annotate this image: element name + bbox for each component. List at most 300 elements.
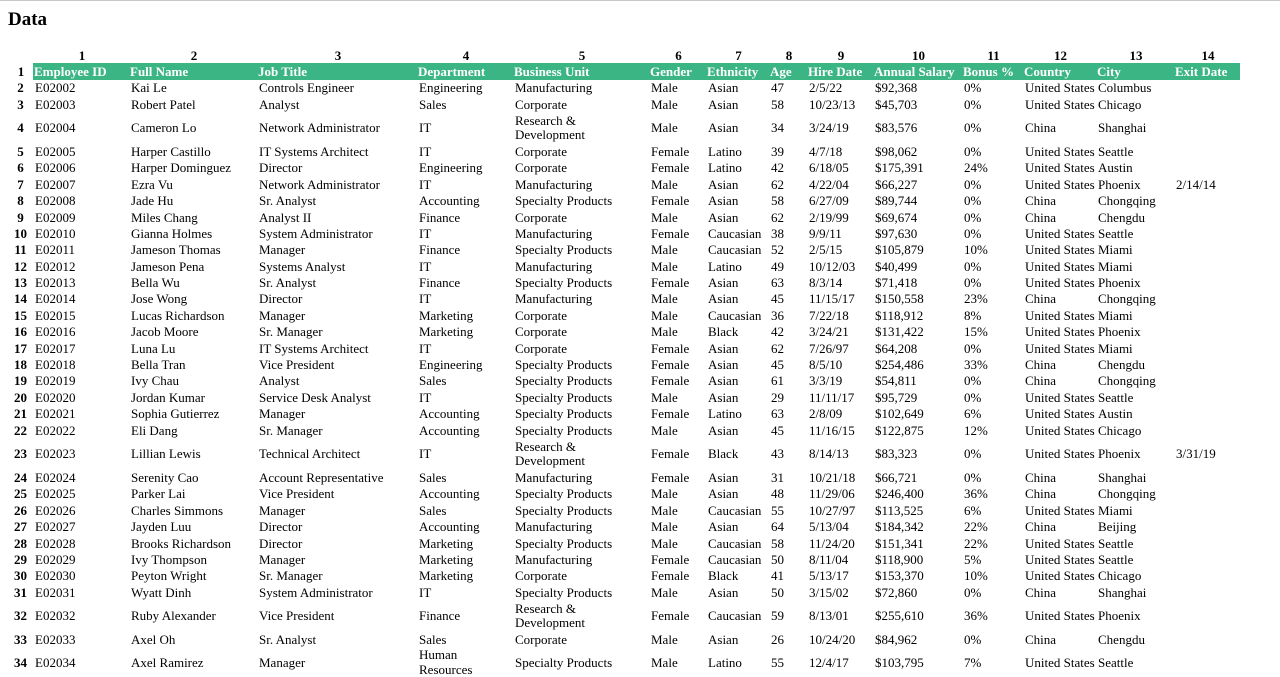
- table-cell[interactable]: Asian: [708, 209, 739, 225]
- table-cell[interactable]: $254,486: [875, 357, 924, 373]
- table-cell[interactable]: Manufacturing: [515, 258, 593, 274]
- table-cell[interactable]: Specialty Products: [515, 584, 613, 600]
- table-cell[interactable]: Manufacturing: [515, 291, 593, 307]
- table-cell[interactable]: 39: [771, 143, 784, 159]
- table-cell[interactable]: Finance: [419, 209, 461, 225]
- table-cell[interactable]: IT: [419, 225, 432, 241]
- table-cell[interactable]: 22%: [964, 519, 988, 535]
- table-cell[interactable]: E02004: [35, 120, 76, 136]
- table-cell[interactable]: Technical Architect: [259, 446, 361, 462]
- table-cell[interactable]: [1174, 373, 1240, 389]
- table-cell[interactable]: Analyst II: [259, 209, 312, 225]
- table-cell[interactable]: Service Desk Analyst: [259, 389, 371, 405]
- table-cell[interactable]: Marketing: [419, 535, 474, 551]
- table-cell[interactable]: Shanghai: [1098, 584, 1147, 600]
- table-cell[interactable]: 34: [771, 120, 784, 136]
- table-cell[interactable]: $95,729: [875, 389, 918, 405]
- table-cell[interactable]: Corporate: [515, 324, 567, 340]
- table-cell[interactable]: 59: [771, 608, 784, 624]
- table-cell[interactable]: United States: [1025, 654, 1095, 670]
- row-number[interactable]: 7: [17, 176, 24, 192]
- table-cell[interactable]: Accounting: [419, 422, 480, 438]
- table-cell[interactable]: 45: [771, 422, 784, 438]
- table-cell[interactable]: 10/23/13: [809, 96, 856, 112]
- table-cell[interactable]: [1174, 585, 1240, 601]
- table-cell[interactable]: 5/13/17: [809, 568, 849, 584]
- table-cell[interactable]: 55: [771, 654, 784, 670]
- table-cell[interactable]: 15%: [964, 324, 988, 340]
- table-cell[interactable]: E02027: [35, 519, 76, 535]
- table-cell[interactable]: Phoenix: [1098, 446, 1141, 462]
- table-cell[interactable]: 2/5/22: [809, 80, 843, 96]
- table-cell[interactable]: IT Systems Architect: [259, 143, 369, 159]
- table-cell[interactable]: Asian: [708, 389, 739, 405]
- table-cell[interactable]: Shanghai: [1098, 120, 1147, 136]
- table-cell[interactable]: Seattle: [1098, 225, 1134, 241]
- table-cell[interactable]: Asian: [708, 176, 739, 192]
- table-cell[interactable]: United States: [1025, 96, 1095, 112]
- table-cell[interactable]: Asian: [708, 193, 739, 209]
- table-cell[interactable]: Male: [651, 486, 678, 502]
- table-cell[interactable]: Axel Oh: [131, 632, 176, 648]
- table-cell[interactable]: 0%: [964, 80, 982, 96]
- table-cell[interactable]: China: [1025, 120, 1057, 136]
- table-cell[interactable]: United States: [1025, 568, 1095, 584]
- table-cell[interactable]: Female: [651, 275, 690, 291]
- table-cell[interactable]: Male: [651, 291, 678, 307]
- table-cell[interactable]: Chongqing: [1098, 291, 1156, 307]
- column-number[interactable]: 1: [78, 48, 86, 63]
- table-cell[interactable]: 45: [771, 291, 784, 307]
- table-cell[interactable]: 6%: [964, 502, 982, 518]
- column-header[interactable]: Hire Date: [807, 63, 873, 80]
- table-cell[interactable]: Ivy Thompson: [131, 551, 207, 567]
- table-cell[interactable]: $84,962: [875, 632, 918, 648]
- table-cell[interactable]: E02002: [35, 80, 76, 96]
- table-cell[interactable]: 42: [771, 324, 784, 340]
- table-cell[interactable]: Female: [651, 406, 690, 422]
- table-cell[interactable]: 11/29/06: [809, 486, 855, 502]
- row-number[interactable]: 18: [14, 357, 27, 373]
- table-cell[interactable]: Ivy Chau: [131, 373, 180, 389]
- table-cell[interactable]: Robert Patel: [131, 96, 196, 112]
- column-header[interactable]: Business Unit: [513, 63, 649, 80]
- table-cell[interactable]: IT: [419, 258, 432, 274]
- column-number[interactable]: 13: [1129, 48, 1143, 63]
- table-cell[interactable]: E02009: [35, 209, 76, 225]
- table-cell[interactable]: IT Systems Architect: [259, 340, 369, 356]
- table-cell[interactable]: [1174, 632, 1240, 648]
- table-cell[interactable]: 63: [771, 275, 784, 291]
- table-cell[interactable]: E02034: [35, 654, 76, 670]
- table-cell[interactable]: China: [1025, 470, 1057, 485]
- table-cell[interactable]: Male: [651, 96, 678, 112]
- table-cell[interactable]: Phoenix: [1098, 176, 1141, 192]
- table-cell[interactable]: IT: [419, 389, 432, 405]
- table-cell[interactable]: Seattle: [1098, 143, 1134, 159]
- table-cell[interactable]: 0%: [964, 470, 982, 485]
- row-number[interactable]: 30: [14, 568, 27, 584]
- table-cell[interactable]: Serenity Cao: [131, 470, 199, 485]
- table-cell[interactable]: $97,630: [875, 225, 918, 241]
- table-cell[interactable]: Manufacturing: [515, 80, 593, 96]
- table-cell[interactable]: Manager: [259, 406, 306, 422]
- table-cell[interactable]: E02015: [35, 307, 76, 323]
- table-cell[interactable]: United States: [1025, 242, 1095, 258]
- table-cell[interactable]: Analyst: [259, 373, 300, 389]
- table-cell[interactable]: Brooks Richardson: [131, 535, 232, 551]
- table-cell[interactable]: United States: [1025, 551, 1095, 567]
- table-cell[interactable]: Finance: [419, 242, 461, 258]
- table-cell[interactable]: $83,576: [875, 120, 918, 136]
- column-number[interactable]: 11: [987, 48, 1000, 63]
- table-cell[interactable]: 0%: [964, 632, 982, 648]
- table-cell[interactable]: Male: [651, 519, 678, 535]
- row-number[interactable]: 16: [14, 324, 27, 340]
- table-cell[interactable]: $131,422: [875, 324, 924, 340]
- table-cell[interactable]: Phoenix: [1098, 324, 1141, 340]
- table-cell[interactable]: 11/16/15: [809, 422, 855, 438]
- table-cell[interactable]: Asian: [708, 470, 739, 485]
- table-cell[interactable]: 4/7/18: [809, 143, 843, 159]
- table-cell[interactable]: $118,900: [875, 551, 924, 567]
- table-cell[interactable]: 36%: [964, 486, 988, 502]
- table-cell[interactable]: Corporate: [515, 307, 567, 323]
- table-cell[interactable]: Asian: [708, 357, 739, 373]
- table-cell[interactable]: Sr. Manager: [259, 568, 323, 584]
- table-cell[interactable]: 58: [771, 535, 784, 551]
- table-cell[interactable]: United States: [1025, 422, 1095, 438]
- table-cell[interactable]: 10/27/97: [809, 502, 856, 518]
- table-cell[interactable]: 8/11/04: [809, 551, 849, 567]
- column-number[interactable]: 3: [334, 48, 342, 63]
- column-header[interactable]: Bonus %: [962, 63, 1023, 80]
- table-cell[interactable]: IT: [419, 120, 432, 136]
- column-number[interactable]: 9: [837, 48, 845, 63]
- table-cell[interactable]: 2/14/14: [1176, 176, 1216, 192]
- table-cell[interactable]: Director: [259, 535, 303, 551]
- table-cell[interactable]: [1174, 291, 1240, 307]
- table-cell[interactable]: 42: [771, 160, 784, 176]
- table-cell[interactable]: 3/24/21: [809, 324, 849, 340]
- table-cell[interactable]: System Administrator: [259, 225, 373, 241]
- table-cell[interactable]: 0%: [964, 193, 982, 209]
- table-cell[interactable]: [1174, 324, 1240, 340]
- column-header[interactable]: Annual Salary: [873, 63, 962, 80]
- table-cell[interactable]: Jordan Kumar: [131, 389, 206, 405]
- table-cell[interactable]: E02020: [35, 389, 76, 405]
- table-cell[interactable]: $83,323: [875, 446, 918, 462]
- table-cell[interactable]: 0%: [964, 340, 982, 356]
- column-header[interactable]: City: [1096, 63, 1174, 80]
- table-cell[interactable]: Specialty Products: [515, 242, 613, 258]
- table-cell[interactable]: E02014: [35, 291, 76, 307]
- table-cell[interactable]: Ruby Alexander: [131, 608, 216, 624]
- table-cell[interactable]: IT: [419, 584, 432, 600]
- table-cell[interactable]: [1174, 160, 1240, 176]
- table-cell[interactable]: Seattle: [1098, 654, 1134, 670]
- column-header[interactable]: Department: [417, 63, 513, 80]
- table-cell[interactable]: $255,610: [875, 608, 924, 624]
- table-cell[interactable]: Female: [651, 225, 690, 241]
- table-cell[interactable]: Miles Chang: [131, 209, 198, 225]
- table-cell[interactable]: Research & Development: [515, 112, 586, 143]
- table-cell[interactable]: Austin: [1098, 406, 1133, 422]
- table-cell[interactable]: 36: [771, 307, 784, 323]
- table-cell[interactable]: 6%: [964, 406, 982, 422]
- table-cell[interactable]: 49: [771, 258, 784, 274]
- table-cell[interactable]: $72,860: [875, 584, 918, 600]
- table-cell[interactable]: 61: [771, 373, 784, 389]
- table-cell[interactable]: Specialty Products: [515, 357, 613, 373]
- table-cell[interactable]: Specialty Products: [515, 502, 613, 518]
- table-cell[interactable]: Caucasian: [708, 225, 762, 241]
- table-cell[interactable]: Austin: [1098, 160, 1133, 176]
- table-cell[interactable]: Manufacturing: [515, 470, 593, 485]
- table-cell[interactable]: Manufacturing: [515, 551, 593, 567]
- table-cell[interactable]: Sales: [419, 373, 447, 389]
- table-cell[interactable]: Peyton Wright: [131, 568, 207, 584]
- column-number[interactable]: 10: [912, 48, 925, 63]
- table-cell[interactable]: Miami: [1098, 307, 1133, 323]
- table-cell[interactable]: 9/9/11: [809, 225, 842, 241]
- table-cell[interactable]: $69,674: [875, 209, 918, 225]
- table-cell[interactable]: Finance: [419, 608, 461, 624]
- table-cell[interactable]: IT: [419, 340, 432, 356]
- table-cell[interactable]: [1174, 519, 1240, 535]
- table-cell[interactable]: 0%: [964, 96, 982, 112]
- table-cell[interactable]: 12%: [964, 422, 988, 438]
- table-cell[interactable]: 0%: [964, 143, 982, 159]
- table-cell[interactable]: 0%: [964, 176, 982, 192]
- table-cell[interactable]: Accounting: [419, 193, 480, 209]
- column-header[interactable]: Gender: [649, 63, 706, 80]
- table-cell[interactable]: $92,368: [875, 80, 918, 96]
- table-cell[interactable]: Cameron Lo: [131, 120, 197, 136]
- row-number[interactable]: 4: [17, 120, 24, 136]
- table-cell[interactable]: Male: [651, 632, 678, 648]
- table-cell[interactable]: $153,370: [875, 568, 924, 584]
- table-cell[interactable]: Latino: [708, 258, 742, 274]
- table-cell[interactable]: Male: [651, 324, 678, 340]
- table-cell[interactable]: 12/4/17: [809, 654, 849, 670]
- table-cell[interactable]: 38: [771, 225, 784, 241]
- table-cell[interactable]: United States: [1025, 258, 1095, 274]
- table-cell[interactable]: Sophia Gutierrez: [131, 406, 220, 422]
- table-cell[interactable]: Female: [651, 470, 690, 485]
- table-cell[interactable]: 26: [771, 632, 784, 648]
- table-cell[interactable]: $105,879: [875, 242, 924, 258]
- table-cell[interactable]: United States: [1025, 307, 1095, 323]
- table-cell[interactable]: 29: [771, 389, 784, 405]
- table-cell[interactable]: $64,208: [875, 340, 918, 356]
- table-cell[interactable]: 10/21/18: [809, 470, 856, 485]
- row-number[interactable]: 3: [17, 96, 24, 112]
- table-cell[interactable]: System Administrator: [259, 584, 373, 600]
- table-cell[interactable]: Research & Development: [515, 600, 586, 631]
- table-cell[interactable]: $175,391: [875, 160, 924, 176]
- table-cell[interactable]: 8/13/01: [809, 608, 849, 624]
- table-cell[interactable]: Jade Hu: [131, 193, 174, 209]
- row-number[interactable]: 19: [14, 373, 27, 389]
- table-cell[interactable]: 58: [771, 193, 784, 209]
- table-cell[interactable]: Beijing: [1098, 519, 1137, 535]
- table-cell[interactable]: Specialty Products: [515, 193, 613, 209]
- table-cell[interactable]: United States: [1025, 340, 1095, 356]
- table-cell[interactable]: Harper Castillo: [131, 143, 211, 159]
- table-cell[interactable]: Caucasian: [708, 608, 762, 624]
- table-cell[interactable]: E02026: [35, 502, 76, 518]
- table-cell[interactable]: IT: [419, 176, 432, 192]
- row-number[interactable]: 6: [17, 160, 24, 176]
- table-cell[interactable]: Asian: [708, 80, 739, 96]
- table-cell[interactable]: Engineering: [419, 357, 483, 373]
- table-cell[interactable]: Specialty Products: [515, 275, 613, 291]
- table-cell[interactable]: United States: [1025, 389, 1095, 405]
- table-cell[interactable]: Latino: [708, 143, 742, 159]
- table-cell[interactable]: E02016: [35, 324, 76, 340]
- table-cell[interactable]: $66,227: [875, 176, 918, 192]
- table-cell[interactable]: [1174, 568, 1240, 584]
- table-cell[interactable]: Phoenix: [1098, 608, 1141, 624]
- table-cell[interactable]: 0%: [964, 225, 982, 241]
- table-cell[interactable]: Jacob Moore: [131, 324, 199, 340]
- table-cell[interactable]: Miami: [1098, 242, 1133, 258]
- column-number[interactable]: 14: [1201, 48, 1215, 63]
- row-number[interactable]: 12: [14, 258, 27, 274]
- table-cell[interactable]: E02030: [35, 568, 76, 584]
- table-cell[interactable]: E02028: [35, 535, 76, 551]
- table-cell[interactable]: Manufacturing: [515, 225, 593, 241]
- table-cell[interactable]: Caucasian: [708, 502, 762, 518]
- table-cell[interactable]: Corporate: [515, 568, 567, 584]
- table-cell[interactable]: 52: [771, 242, 784, 258]
- table-cell[interactable]: Asian: [708, 96, 739, 112]
- table-cell[interactable]: Manufacturing: [515, 519, 593, 535]
- table-cell[interactable]: Specialty Products: [515, 406, 613, 422]
- table-cell[interactable]: 8/3/14: [809, 275, 843, 291]
- table-cell[interactable]: Caucasian: [708, 535, 762, 551]
- table-cell[interactable]: E02024: [35, 470, 76, 485]
- row-number[interactable]: 2: [17, 80, 24, 96]
- table-cell[interactable]: E02011: [35, 242, 75, 258]
- table-cell[interactable]: E02029: [35, 551, 76, 567]
- table-cell[interactable]: E02013: [35, 275, 76, 291]
- table-cell[interactable]: 50: [771, 584, 784, 600]
- table-cell[interactable]: Male: [651, 120, 678, 136]
- table-cell[interactable]: Charles Simmons: [131, 502, 224, 518]
- table-cell[interactable]: Systems Analyst: [259, 258, 346, 274]
- table-cell[interactable]: [1174, 552, 1240, 568]
- table-cell[interactable]: [1174, 601, 1240, 632]
- table-cell[interactable]: Human Resources: [419, 648, 473, 677]
- table-cell[interactable]: Male: [651, 502, 678, 518]
- table-cell[interactable]: 62: [771, 176, 784, 192]
- row-number[interactable]: 20: [14, 389, 27, 405]
- table-cell[interactable]: Analyst: [259, 96, 300, 112]
- table-cell[interactable]: $71,418: [875, 275, 918, 291]
- table-cell[interactable]: 64: [771, 519, 784, 535]
- table-cell[interactable]: Account Representative: [259, 470, 384, 485]
- table-cell[interactable]: Chengdu: [1098, 632, 1145, 648]
- table-cell[interactable]: 0%: [964, 389, 982, 405]
- table-cell[interactable]: Vice President: [259, 608, 335, 624]
- table-cell[interactable]: Female: [651, 446, 690, 462]
- table-cell[interactable]: Latino: [708, 654, 742, 670]
- table-cell[interactable]: United States: [1025, 160, 1095, 176]
- table-cell[interactable]: Manager: [259, 307, 306, 323]
- table-cell[interactable]: Black: [708, 324, 739, 340]
- table-cell[interactable]: 7/22/18: [809, 307, 849, 323]
- table-cell[interactable]: 48: [771, 486, 784, 502]
- table-cell[interactable]: China: [1025, 357, 1057, 373]
- table-cell[interactable]: [1174, 357, 1240, 373]
- table-cell[interactable]: [1174, 226, 1240, 242]
- table-cell[interactable]: Manager: [259, 551, 306, 567]
- table-cell[interactable]: Corporate: [515, 143, 567, 159]
- row-number[interactable]: 31: [14, 584, 27, 600]
- table-cell[interactable]: Sales: [419, 470, 447, 485]
- table-cell[interactable]: 58: [771, 96, 784, 112]
- table-cell[interactable]: 10/12/03: [809, 258, 856, 274]
- table-cell[interactable]: E02007: [35, 176, 76, 192]
- table-cell[interactable]: Seattle: [1098, 389, 1134, 405]
- table-cell[interactable]: Jayden Luu: [131, 519, 192, 535]
- table-cell[interactable]: 11/11/17: [809, 389, 855, 405]
- table-cell[interactable]: Ezra Vu: [131, 176, 173, 192]
- row-number[interactable]: 5: [17, 143, 24, 159]
- table-cell[interactable]: $102,649: [875, 406, 924, 422]
- table-cell[interactable]: $45,703: [875, 96, 918, 112]
- table-cell[interactable]: Asian: [708, 291, 739, 307]
- table-cell[interactable]: United States: [1025, 406, 1095, 422]
- column-header[interactable]: Full Name: [129, 63, 257, 80]
- table-cell[interactable]: Miami: [1098, 502, 1133, 518]
- table-cell[interactable]: Chengdu: [1098, 209, 1145, 225]
- table-cell[interactable]: Caucasian: [708, 551, 762, 567]
- table-cell[interactable]: 0%: [964, 209, 982, 225]
- table-cell[interactable]: 63: [771, 406, 784, 422]
- table-cell[interactable]: 0%: [964, 258, 982, 274]
- row-number[interactable]: 22: [14, 422, 27, 438]
- table-cell[interactable]: 31: [771, 470, 784, 485]
- table-cell[interactable]: United States: [1025, 535, 1095, 551]
- table-cell[interactable]: Parker Lai: [131, 486, 186, 502]
- row-number[interactable]: 23: [14, 446, 27, 462]
- table-cell[interactable]: IT: [419, 143, 432, 159]
- table-cell[interactable]: 0%: [964, 446, 982, 462]
- column-number[interactable]: 12: [1054, 48, 1067, 63]
- table-cell[interactable]: $66,721: [875, 470, 918, 485]
- table-cell[interactable]: [1174, 193, 1240, 209]
- table-cell[interactable]: Lucas Richardson: [131, 307, 225, 323]
- table-cell[interactable]: 0%: [964, 275, 982, 291]
- table-cell[interactable]: 10%: [964, 242, 988, 258]
- column-number[interactable]: 8: [785, 48, 793, 63]
- table-cell[interactable]: 6/18/05: [809, 160, 849, 176]
- table-cell[interactable]: 7/26/97: [809, 340, 849, 356]
- row-number[interactable]: 27: [14, 519, 27, 535]
- table-cell[interactable]: Kai Le: [131, 80, 167, 96]
- table-cell[interactable]: 10%: [964, 568, 988, 584]
- table-cell[interactable]: Asian: [708, 120, 739, 136]
- table-cell[interactable]: United States: [1025, 176, 1095, 192]
- table-cell[interactable]: Corporate: [515, 632, 567, 648]
- table-cell[interactable]: 3/24/19: [809, 120, 849, 136]
- table-cell[interactable]: Manager: [259, 654, 306, 670]
- table-cell[interactable]: 43: [771, 446, 784, 462]
- table-cell[interactable]: China: [1025, 519, 1057, 535]
